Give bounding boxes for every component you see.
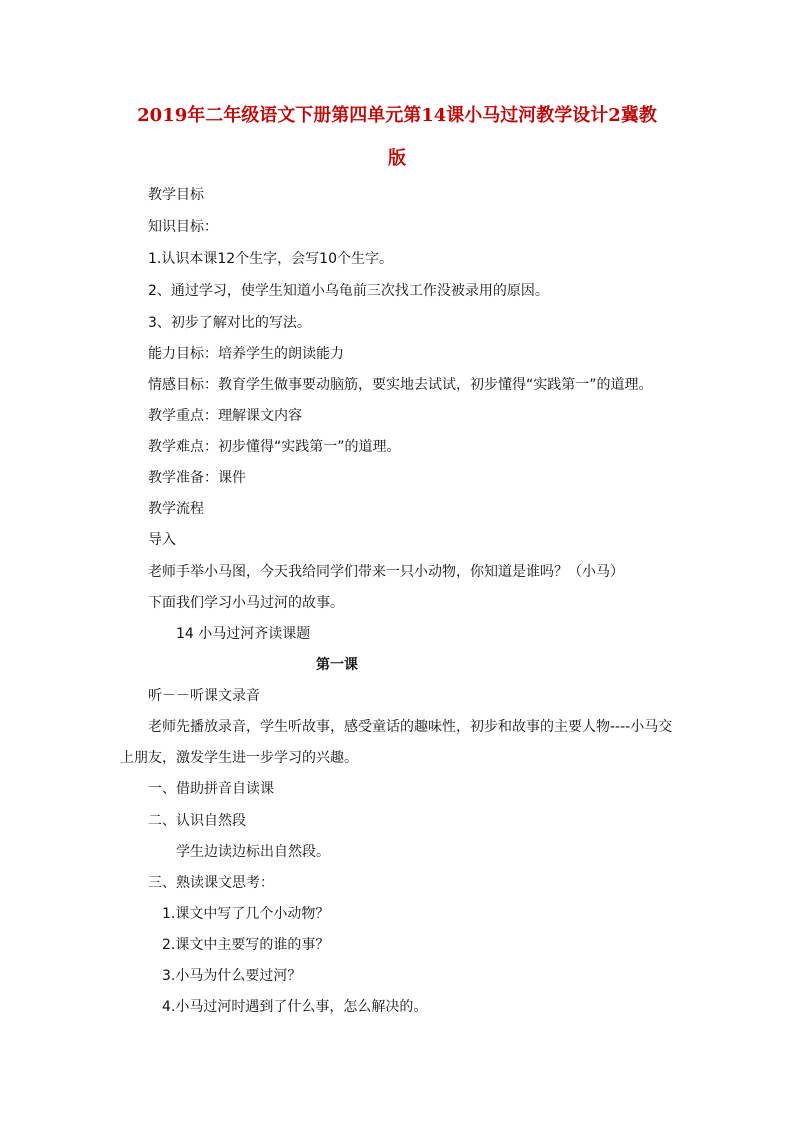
introduction-transition: 下面我们学习小马过河的故事。 <box>148 595 344 611</box>
document-title-line-1: 2019年二年级语文下册第四单元第14课小马过河教学设计2冀教 <box>137 105 657 126</box>
teaching-key-point: 教学重点：理解课文内容 <box>148 408 302 424</box>
question-item-4: 4.小马过河时遇到了什么事，怎么解决的。 <box>162 999 428 1015</box>
listen-paragraph-line-1: 老师先播放录音，学生听故事，感受童话的趣味性，初步和故事的主要人物----小马交 <box>148 719 673 735</box>
listen-paragraph-line-2: 上朋友，激发学生进一步学习的兴趣。 <box>120 750 358 766</box>
teaching-difficulty: 教学难点：初步懂得“实践第一”的道理。 <box>148 439 401 455</box>
lesson-topic-line: 14 小马过河齐读课题 <box>176 626 311 642</box>
listen-recording-heading: 听－－听课文录音 <box>148 688 260 704</box>
step-three-heading: 三、熟读课文思考： <box>148 875 274 891</box>
emotion-goal: 情感目标：教育学生做事要动脑筋，要实地去试试，初步懂得“实践第一”的道理。 <box>148 377 653 393</box>
step-two-heading: 二、认识自然段 <box>148 813 246 829</box>
knowledge-goals-label: 知识目标： <box>148 219 218 235</box>
section-heading-introduction: 导入 <box>148 532 176 548</box>
introduction-paragraph: 老师手举小马图，今天我给同学们带来一只小动物，你知道是谁吗？（小马） <box>148 564 624 580</box>
question-item-2: 2.课文中主要写的谁的事？ <box>162 937 330 953</box>
step-one-heading: 一、借助拼音自读课 <box>148 781 274 797</box>
knowledge-goal-item-2: 2、通过学习，使学生知道小乌龟前三次找工作没被录用的原因。 <box>148 283 549 299</box>
question-item-1: 1.课文中写了几个小动物？ <box>162 906 330 922</box>
lesson-one-heading: 第一课 <box>316 657 358 673</box>
knowledge-goal-item-3: 3、初步了解对比的写法。 <box>148 315 311 331</box>
question-item-3: 3.小马为什么要过河？ <box>162 968 302 984</box>
knowledge-goal-item-1: 1.认识本课12个生字，会写10个生字。 <box>148 251 393 267</box>
ability-goal: 能力目标：培养学生的朗读能力 <box>148 346 344 362</box>
section-heading-teaching-goals: 教学目标 <box>148 187 204 203</box>
step-two-detail: 学生边读边标出自然段。 <box>176 844 330 860</box>
section-heading-teaching-process: 教学流程 <box>148 501 204 517</box>
document-title-line-2: 版 <box>388 148 406 169</box>
teaching-preparation: 教学准备：课件 <box>148 470 246 486</box>
